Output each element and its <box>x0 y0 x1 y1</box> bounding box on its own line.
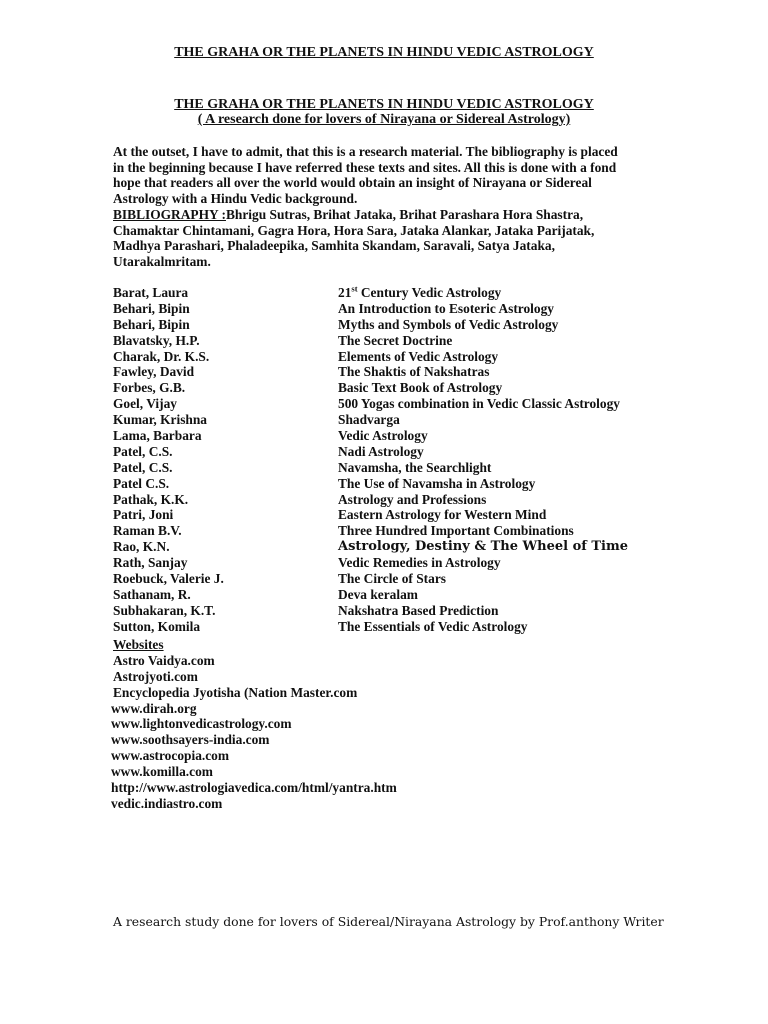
bibliography-row <box>113 539 673 555</box>
author-name: Behari, Bipin <box>113 300 190 316</box>
bibliography-row <box>113 619 673 635</box>
bibliography-row <box>113 349 673 365</box>
book-title: The Circle of Stars <box>338 571 446 587</box>
website-item: Encyclopedia Jyotisha (Nation Master.com <box>113 684 358 700</box>
bibliography-sources-line: Bhrigu Sutras, Brihat Jataka, Brihat Parashara Hora Shastra, <box>225 206 584 222</box>
book-title: Myths and Symbols of Vedic Astrology <box>338 316 559 332</box>
intro-line: hope that readers all over the world would obtain an insight of Nirayana or Sidereal <box>113 175 592 191</box>
book-title: Basic Text Book of Astrology <box>338 380 503 396</box>
author-name: Goel, Vijay <box>113 396 177 412</box>
intro-line: Astrology with a Hindu Vedic background. <box>113 191 358 207</box>
book-title: The Shaktis of Nakshatras <box>338 364 490 380</box>
bibliography-row <box>113 364 673 380</box>
book-title: The Use of Navamsha in Astrology <box>338 475 536 491</box>
book-title: Navamsha, the Searchlight <box>338 459 492 475</box>
author-name: Charak, Dr. K.S. <box>113 348 210 364</box>
website-item: www.lightonvedicastrology.com <box>111 716 292 732</box>
book-title-superscript: st <box>351 283 358 294</box>
book-title: The Secret Doctrine <box>338 332 453 348</box>
book-title: Shadvarga <box>338 412 400 428</box>
bibliography-row <box>113 412 673 428</box>
author-name: Pathak, K.K. <box>113 491 189 507</box>
websites-list <box>113 637 673 812</box>
author-name: Patel, C.S. <box>113 459 173 475</box>
website-item: Astrojyoti.com <box>113 668 198 684</box>
author-name: Fawley, David <box>113 364 195 380</box>
author-name: Blavatsky, H.P. <box>113 332 200 348</box>
bibliography-row <box>113 587 673 603</box>
website-item: www.komilla.com <box>111 764 213 780</box>
bibliography-row <box>113 285 673 301</box>
website-item: http://www.astrologiavedica.com/html/yantra.htm <box>111 780 397 796</box>
book-title: An Introduction to Esoteric Astrology <box>338 300 554 316</box>
author-name: Roebuck, Valerie J. <box>113 571 224 587</box>
bibliography-row <box>113 523 673 539</box>
author-name: Rath, Sanjay <box>113 555 188 571</box>
bibliography-row <box>113 460 673 476</box>
author-name: Rao, K.N. <box>113 539 170 555</box>
bibliography-row <box>113 476 673 492</box>
book-title-text: Century Vedic Astrology <box>357 285 502 300</box>
book-title: The Essentials of Vedic Astrology <box>338 618 528 634</box>
page-subtitle: ( A research done for lovers of Nirayana or Sidereal Astrology) <box>197 112 571 127</box>
bibliography-label: BIBLIOGRAPHY : <box>113 206 226 222</box>
author-name: Behari, Bipin <box>113 316 190 332</box>
author-name: Lama, Barbara <box>113 428 202 444</box>
intro-line: in the beginning because I have referred these texts and sites. All this is done with a fond <box>113 159 617 175</box>
book-title: 500 Yogas combination in Vedic Classic Astrology <box>338 396 620 412</box>
author-name: Patel C.S. <box>113 475 170 491</box>
author-name: Sathanam, R. <box>113 586 191 602</box>
bibliography-row <box>113 555 673 571</box>
bibliography-row <box>113 444 673 460</box>
bibliography-row <box>113 301 673 317</box>
book-title: Vedic Remedies in Astrology <box>338 555 501 571</box>
bibliography-row <box>113 333 673 349</box>
bibliography-sources-line: Utarakalmritam. <box>113 253 211 269</box>
bibliography-row <box>113 396 673 412</box>
bibliography-list <box>113 285 673 635</box>
bibliography-row <box>113 428 673 444</box>
book-title: Elements of Vedic Astrology <box>338 348 499 364</box>
website-item: Astro Vaidya.com <box>113 652 215 668</box>
bibliography-row <box>113 603 673 619</box>
bibliography-row <box>113 492 673 508</box>
website-item: vedic.indiastro.com <box>111 795 223 811</box>
book-title: Vedic Astrology <box>338 428 428 444</box>
website-item: www.dirah.org <box>111 700 197 716</box>
page-footer: A research study done for lovers of Sidereal/Nirayana Astrology by Prof.anthony Writer <box>113 914 664 929</box>
author-name: Subhakaran, K.T. <box>113 602 216 618</box>
bibliography-row <box>113 317 673 333</box>
intro-paragraph <box>113 144 653 270</box>
websites-heading: Websites <box>113 637 164 652</box>
bibliography-row <box>113 507 673 523</box>
book-title: Nakshatra Based Prediction <box>338 602 499 618</box>
author-name: Barat, Laura <box>113 285 189 300</box>
bibliography-row <box>113 380 673 396</box>
website-item: www.soothsayers-india.com <box>111 732 270 748</box>
author-name: Raman B.V. <box>113 523 182 539</box>
book-title: Three Hundred Important Combinations <box>338 523 574 539</box>
book-title: Eastern Astrology for Western Mind <box>338 507 547 523</box>
bibliography-sources-line: Madhya Parashari, Phaladeepika, Samhita Skandam, Saravali, Satya Jataka, <box>113 238 555 254</box>
author-name: Patri, Joni <box>113 507 174 523</box>
book-title: Astrology and Professions <box>338 491 487 507</box>
intro-line: At the outset, I have to admit, that this is a research material. The bibliography is placed <box>113 144 618 159</box>
book-title <box>338 285 673 301</box>
book-title-prefix: 21 <box>338 285 352 300</box>
website-item: www.astrocopia.com <box>111 748 230 764</box>
author-name: Forbes, G.B. <box>113 380 186 396</box>
bibliography-sources-line: Chamaktar Chintamani, Gagra Hora, Hora Sara, Jataka Alankar, Jataka Parijatak, <box>113 222 595 238</box>
author-name: Kumar, Krishna <box>113 412 208 428</box>
bibliography-row <box>113 571 673 587</box>
bibliography-sources <box>113 207 653 223</box>
book-title: Nadi Astrology <box>338 443 424 459</box>
page-title-repeat: THE GRAHA OR THE PLANETS IN HINDU VEDIC ASTROLOGY <box>174 97 594 112</box>
page-title: THE GRAHA OR THE PLANETS IN HINDU VEDIC ASTROLOGY <box>174 45 594 60</box>
author-name: Sutton, Komila <box>113 618 201 634</box>
book-title: Astrology, Destiny & The Wheel of Time <box>338 539 628 555</box>
book-title: Deva keralam <box>338 586 418 602</box>
author-name: Patel, C.S. <box>113 443 173 459</box>
